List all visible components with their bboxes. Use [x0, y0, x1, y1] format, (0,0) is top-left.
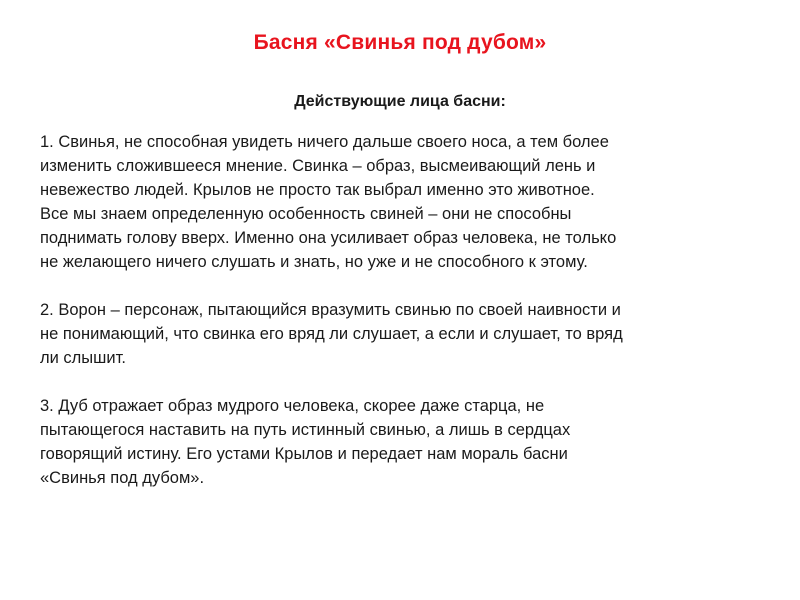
- paragraph-raven: [40, 298, 760, 370]
- text-line: «Свинья под дубом».: [40, 469, 205, 487]
- text-line: пытающегося наставить на путь истинный свинью, а лишь в сердцах: [40, 421, 571, 439]
- paragraph-oak: [40, 394, 760, 490]
- text-line: 1. Свинья, не способная увидеть ничего дальше своего носа, а тем более: [40, 133, 609, 151]
- text-line: невежество людей. Крылов не просто так выбрал именно это животное.: [40, 181, 595, 199]
- slide-body: [40, 130, 760, 490]
- text-line: 3. Дуб отражает образ мудрого человека, скорее даже старца, не: [40, 397, 545, 415]
- text-line: ли слышит.: [40, 349, 126, 367]
- paragraph-pig: [40, 130, 760, 274]
- text-line: изменить сложившееся мнение. Свинка – образ, высмеивающий лень и: [40, 157, 596, 175]
- slide-title: Басня «Свинья под дубом»: [253, 31, 547, 54]
- characters-heading: Действующие лица басни:: [294, 93, 506, 110]
- text-line: не желающего ничего слушать и знать, но уже и не способного к этому.: [40, 253, 588, 271]
- text-line: Все мы знаем определенную особенность свиней – они не способны: [40, 205, 572, 223]
- text-line: 2. Ворон – персонаж, пытающийся вразумить свинью по своей наивности и: [40, 301, 621, 319]
- text-line: поднимать голову вверх. Именно она усиливает образ человека, не только: [40, 229, 617, 247]
- text-line: не понимающий, что свинка его вряд ли слушает, а если и слушает, то вряд: [40, 325, 623, 343]
- text-line: говорящий истину. Его устами Крылов и передает нам мораль басни: [40, 445, 568, 463]
